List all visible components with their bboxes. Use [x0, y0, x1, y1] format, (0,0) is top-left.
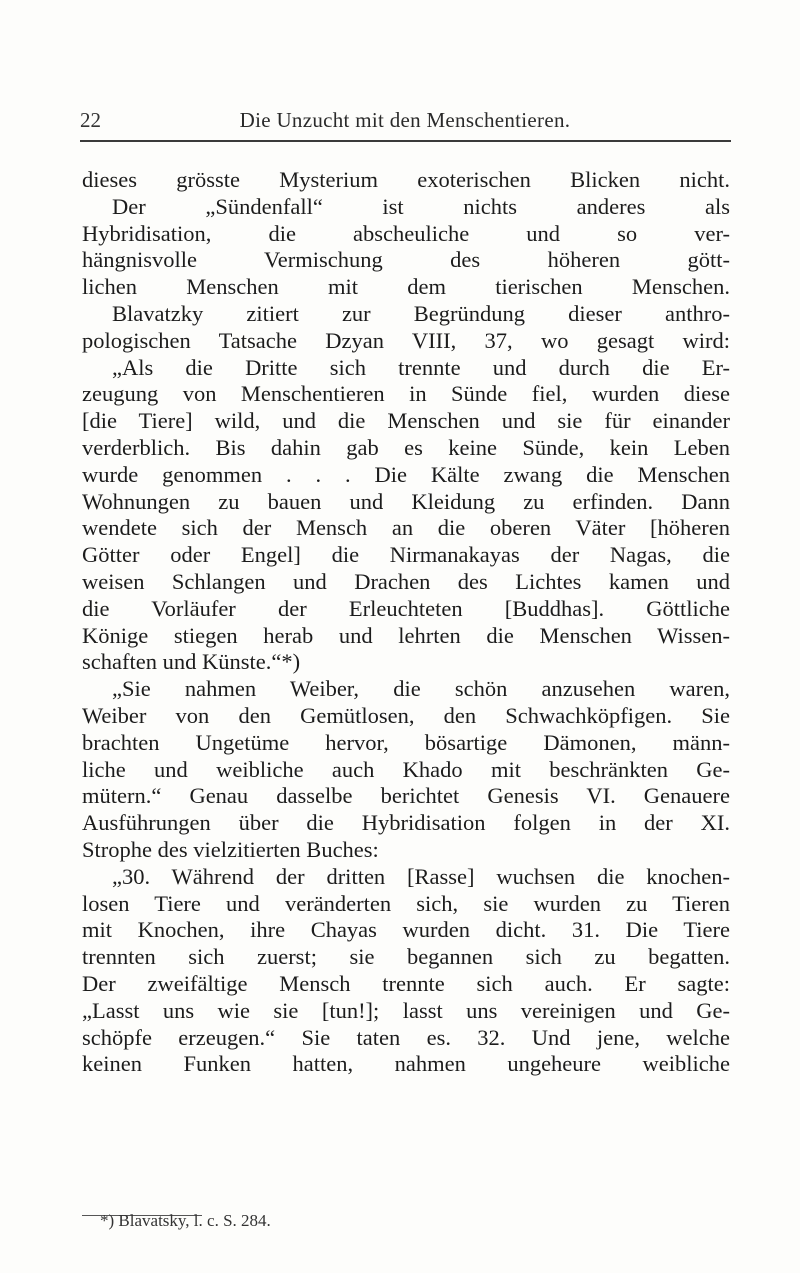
- text-line: trennten sich zuerst; sie begannen sich zu begatten.: [82, 944, 730, 970]
- text-line: „Als die Dritte sich trennte und durch die Er-: [112, 354, 730, 380]
- text-line: „30. Während der dritten [Rasse] wuchsen die knochen-: [112, 863, 730, 889]
- text-line: Wohnungen zu bauen und Kleidung zu erfinden. Dann: [82, 488, 730, 514]
- text-line: wendete sich der Mensch an die oberen Väter [höheren: [82, 515, 730, 541]
- text-line: verderblich. Bis dahin gab es keine Sünde, kein Leben: [82, 434, 730, 460]
- text-line: keinen Funken hatten, nahmen ungeheure weibliche: [82, 1051, 730, 1077]
- text-line: [die Tiere] wild, und die Menschen und sie für einander: [82, 408, 730, 434]
- text-line: hängnisvolle Vermischung des höheren gött-: [82, 247, 730, 273]
- text-line: „Lasst uns wie sie [tun!]; lasst uns vereinigen und Ge-: [82, 997, 730, 1023]
- text-line: Strophe des vielzitierten Buches:: [82, 836, 379, 862]
- text-line: lichen Menschen mit dem tierischen Menschen.: [82, 274, 730, 300]
- running-title: Die Unzucht mit den Menschentieren.: [239, 108, 571, 132]
- text-line: mütern.“ Genau dasselbe berichtet Genesis VI. Genauere: [82, 783, 730, 809]
- text-line: Blavatzky zitiert zur Begründung dieser anthro-: [112, 300, 730, 326]
- text-line: Der zweifältige Mensch trennte sich auch. Er sagte:: [82, 970, 730, 996]
- page-header: [80, 108, 730, 142]
- text-line: wurde genommen . . . Die Kälte zwang die Menschen: [82, 461, 730, 487]
- text-line: Könige stiegen herab und lehrten die Menschen Wissen-: [82, 622, 730, 648]
- text-line: brachten Ungetüme hervor, bösartige Dämonen, männ-: [82, 729, 730, 755]
- body-text: [82, 167, 730, 1078]
- text-line: dieses grösste Mysterium exoterischen Blicken nicht.: [82, 167, 730, 192]
- text-line: die Vorläufer der Erleuchteten [Buddhas]. Göttliche: [82, 595, 730, 621]
- text-line: weisen Schlangen und Drachen des Lichtes kamen und: [82, 568, 730, 594]
- text-line: „Sie nahmen Weiber, die schön anzusehen waren,: [112, 676, 730, 702]
- text-line: Ausführungen über die Hybridisation folgen in der XI.: [82, 810, 730, 836]
- text-line: Weiber von den Gemütlosen, den Schwachköpfigen. Sie: [82, 702, 730, 728]
- text-line: schaften und Künste.“*): [82, 649, 301, 675]
- text-line: zeugung von Menschentieren in Sünde fiel, wurden diese: [82, 381, 730, 407]
- text-line: Götter oder Engel] die Nirmanakayas der Nagas, die: [82, 542, 730, 568]
- text-line: Der „Sündenfall“ ist nichts anderes als: [112, 193, 730, 219]
- text-line: losen Tiere und veränderten sich, sie wurden zu Tieren: [82, 890, 730, 916]
- text-line: liche und weibliche auch Khado mit beschränkten Ge-: [82, 756, 730, 782]
- text-line: pologischen Tatsache Dzyan VIII, 37, wo gesagt wird:: [82, 327, 730, 353]
- page-number: 22: [80, 108, 101, 132]
- header-rule: [80, 140, 731, 142]
- footnote: *) Blavatsky, l. c. S. 284.: [100, 1211, 271, 1230]
- text-line: mit Knochen, ihre Chayas wurden dicht. 31. Die Tiere: [82, 917, 730, 943]
- text-line: Hybridisation, die abscheuliche und so ver-: [82, 220, 730, 246]
- text-line: schöpfe erzeugen.“ Sie taten es. 32. Und jene, welche: [82, 1024, 730, 1050]
